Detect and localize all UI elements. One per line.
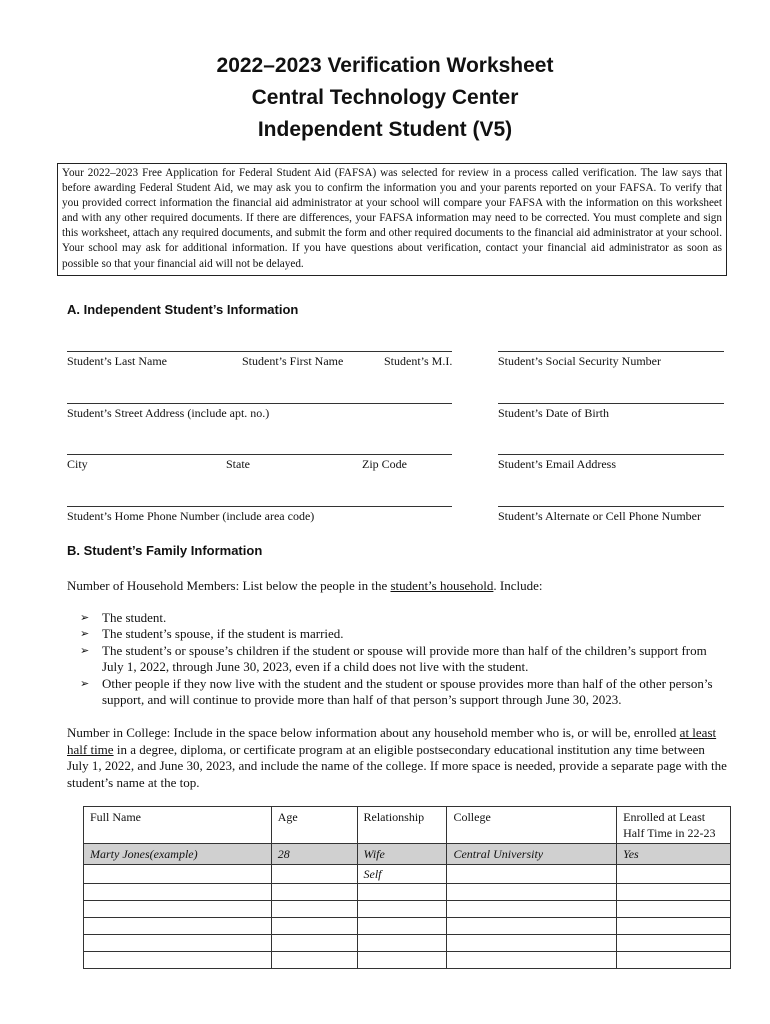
section-a-heading: A. Independent Student’s Information <box>67 302 299 317</box>
ssn-label: Student’s Social Security Number <box>498 354 661 368</box>
cell-input[interactable] <box>357 952 447 969</box>
last-name-label: Student’s Last Name <box>67 354 167 368</box>
cell-input[interactable] <box>84 901 272 918</box>
header-relationship: Relationship <box>357 807 447 844</box>
household-bullet-list <box>80 610 730 708</box>
alt-phone-label: Student’s Alternate or Cell Phone Number <box>498 509 701 523</box>
bullet-text: The student’s spouse, if the student is married. <box>102 626 344 642</box>
street-field-line[interactable] <box>67 403 452 404</box>
cell-input[interactable] <box>447 935 617 952</box>
list-item <box>80 676 730 709</box>
cell-input[interactable] <box>84 865 272 884</box>
zip-label: Zip Code <box>362 457 407 471</box>
intro-paragraph: Your 2022–2023 Free Application for Federal Student Aid (FAFSA) was selected for review in a process called verification. The law says that before awarding Federal Student Aid, we may ask you to confirm the information you and your parents reported on your FAFSA. To verify that you provided correct information the financial aid administrator at your school will compare your FAFSA with the information on this worksheet and with any other required documents. If there are differences, your FAFSA information may need to be corrected. You must complete and sign this worksheet, attach any required documents, and submit the form and other required documents to the financial aid administrator at your school. Your school may ask for additional information. If you have questions about verification, contact your financial aid administrator as soon as possible so that your financial aid will not be delayed. <box>57 163 727 276</box>
household-text-post: . Include: <box>493 578 543 593</box>
title-line-3: Independent Student (V5) <box>257 118 513 141</box>
title-line-2: Central Technology Center <box>251 86 519 109</box>
cell-example-relationship: Wife <box>357 844 447 865</box>
street-label: Student’s Street Address (include apt. no.) <box>67 406 270 420</box>
cell-input[interactable] <box>271 901 357 918</box>
dob-label: Student’s Date of Birth <box>498 406 609 420</box>
first-name-label: Student’s First Name <box>242 354 344 368</box>
household-members-text <box>67 578 727 595</box>
name-field-line[interactable] <box>67 351 452 352</box>
cell-input[interactable] <box>357 901 447 918</box>
bullet-text: The student. <box>102 610 167 625</box>
cell-input[interactable] <box>617 865 731 884</box>
cell-example-enrolled: Yes <box>617 844 731 865</box>
cell-input[interactable] <box>447 952 617 969</box>
college-text-post: in a degree, diploma, or certificate program at an eligible postsecondary educational institution any time between July 1, 2022, and June 30, 2023, and include the name of the college. If more space is needed, provide a separate page with the student’s name at the top. <box>67 741 727 790</box>
list-item <box>80 626 730 642</box>
cell-input[interactable] <box>357 935 447 952</box>
cell-example-name: Marty Jones(example) <box>84 844 272 865</box>
cell-input[interactable] <box>271 935 357 952</box>
header-full-name: Full Name <box>84 807 272 844</box>
header-enrolled: Enrolled at Least Half Time in 22-23 <box>617 807 731 844</box>
cell-input[interactable] <box>447 901 617 918</box>
cell-input[interactable] <box>84 918 272 935</box>
cell-input[interactable] <box>617 901 731 918</box>
home-phone-field-line[interactable] <box>67 506 452 507</box>
city-label: City <box>67 457 88 471</box>
cell-input[interactable] <box>447 884 617 901</box>
cell-input[interactable] <box>271 952 357 969</box>
table-row-example <box>84 844 731 865</box>
email-label: Student’s Email Address <box>498 457 616 471</box>
cell-input[interactable] <box>617 935 731 952</box>
cell-input[interactable] <box>447 865 617 884</box>
cell-input[interactable] <box>271 884 357 901</box>
document-title <box>0 50 770 146</box>
state-label: State <box>226 457 250 471</box>
bullet-text: The student’s or spouse’s children if the student or spouse will provide more than half of the children’s support from July 1, 2022, through June 30, 2023, even if a child does not live with the student. <box>102 642 707 675</box>
cell-input[interactable] <box>271 918 357 935</box>
cell-input[interactable] <box>357 884 447 901</box>
cell-example-age: 28 <box>271 844 357 865</box>
cell-self-relationship: Self <box>357 865 447 884</box>
list-item <box>80 610 730 626</box>
header-college: College <box>447 807 617 844</box>
students-household-term: student’s household <box>390 578 494 593</box>
section-b-heading: B. Student’s Family Information <box>67 543 263 558</box>
cell-input[interactable] <box>617 918 731 935</box>
list-item <box>80 643 730 676</box>
cell-input[interactable] <box>84 952 272 969</box>
arrow-bullet-icon: ➢ <box>80 676 90 690</box>
number-in-college-text <box>67 725 727 791</box>
dob-field-line[interactable] <box>498 403 724 404</box>
table-header-row <box>84 807 731 844</box>
title-line-1: 2022–2023 Verification Worksheet <box>216 54 554 77</box>
table-row <box>84 884 731 901</box>
city-state-zip-field-line[interactable] <box>67 454 452 455</box>
cell-input[interactable] <box>357 918 447 935</box>
household-text-pre: Number of Household Members: List below the people in the <box>67 578 391 593</box>
table-row-self <box>84 865 731 884</box>
table-row <box>84 901 731 918</box>
cell-input[interactable] <box>271 865 357 884</box>
cell-input[interactable] <box>447 918 617 935</box>
alt-phone-field-line[interactable] <box>498 506 724 507</box>
bullet-text: Other people if they now live with the student and the student or spouse provides more than half of the other person’s support, and will continue to provide more than half of that person’s support through June 30, 2023. <box>102 675 713 708</box>
arrow-bullet-icon: ➢ <box>80 611 90 624</box>
college-text-pre: Number in College: Include in the space below information about any household member who is, or will be, enrolled <box>67 725 680 740</box>
table-row <box>84 935 731 952</box>
ssn-field-line[interactable] <box>498 351 724 352</box>
half-time-term: at least half time <box>67 725 717 757</box>
table-row <box>84 952 731 969</box>
cell-input[interactable] <box>617 884 731 901</box>
table-row <box>84 918 731 935</box>
header-age: Age <box>271 807 357 844</box>
cell-input[interactable] <box>84 935 272 952</box>
email-field-line[interactable] <box>498 454 724 455</box>
cell-example-college: Central University <box>447 844 617 865</box>
cell-input[interactable] <box>84 884 272 901</box>
cell-input[interactable] <box>617 952 731 969</box>
college-members-table <box>83 806 731 969</box>
mi-label: Student’s M.I. <box>384 354 453 368</box>
arrow-bullet-icon: ➢ <box>80 627 90 641</box>
home-phone-label: Student’s Home Phone Number (include area code) <box>67 509 315 523</box>
arrow-bullet-icon: ➢ <box>80 643 90 657</box>
